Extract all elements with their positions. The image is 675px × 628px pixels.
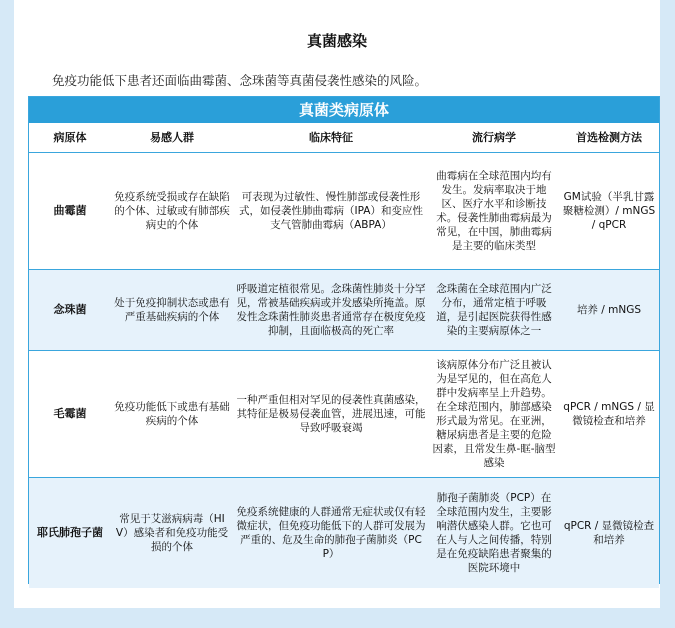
- cell-epidemiology: 该病原体分布广泛且被认为是罕见的，但在高危人群中发病率呈上升趋势。在全球范围内，肺部感染形式最为常见。在亚洲，糖尿病患者是主要的危险因素，且常发生鼻-眶-脑型感染: [429, 351, 559, 478]
- cell-detection: 培养 / mNGS: [559, 270, 659, 351]
- cell-detection: qPCR / mNGS / 显微镜检查和培养: [559, 351, 659, 478]
- cell-population: 处于免疫抑制状态或患有严重基础疾病的个体: [111, 270, 233, 351]
- cell-population: 免疫功能低下或患有基础疾病的个体: [111, 351, 233, 478]
- cell-detection: qPCR / 显微镜检查和培养: [559, 478, 659, 589]
- cell-epidemiology: 念珠菌在全球范围内广泛分布，通常定植于呼吸道，是引起医院获得性感染的主要病原体之一: [429, 270, 559, 351]
- cell-clinical: 呼吸道定植很常见。念珠菌性肺炎十分罕见，常被基础疾病或并发感染所掩盖。原发性念珠菌性肺炎患者通常存在极度免疫抑制，且面临极高的死亡率: [233, 270, 429, 351]
- header-clinical: 临床特征: [233, 123, 429, 153]
- cell-population: 常见于艾滋病病毒（HIV）感染者和免疫功能受损的个体: [111, 478, 233, 589]
- cell-population: 免疫系统受损或存在缺陷的个体、过敏或有肺部疾病史的个体: [111, 153, 233, 270]
- table-row: [29, 351, 659, 478]
- pathogen-table: [28, 96, 660, 584]
- table-row: [29, 153, 659, 270]
- cell-pathogen: 曲霉菌: [29, 153, 111, 270]
- section-heading: 真菌感染: [306, 32, 367, 50]
- table-header-row: [29, 123, 659, 153]
- header-epidemiology: 流行病学: [429, 123, 559, 153]
- cell-pathogen: 毛霉菌: [29, 351, 111, 478]
- table-row: [29, 478, 659, 589]
- header-population: 易感人群: [111, 123, 233, 153]
- cell-clinical: 可表现为过敏性、慢性肺部或侵袭性形式，如侵袭性肺曲霉病（IPA）和变应性支气管肺曲霉病（ABPA）: [233, 153, 429, 270]
- cell-pathogen: 耶氏肺孢子菌: [29, 478, 111, 589]
- table-row: [29, 270, 659, 351]
- table-grid: [29, 123, 659, 588]
- header-pathogen: 病原体: [29, 123, 111, 153]
- cell-clinical: 免疫系统健康的人群通常无症状或仅有轻微症状，但免疫功能低下的人群可发展为严重的、危及生命的肺孢子菌肺炎（PCP）: [233, 478, 429, 589]
- content-card: [14, 0, 660, 608]
- cell-epidemiology: 曲霉病在全球范围内均有发生。发病率取决于地区、医疗水平和诊断技术。侵袭性肺曲霉病最为常见，在中国，肺曲霉病是主要的临床类型: [429, 153, 559, 270]
- table-title: 真菌类病原体: [29, 97, 659, 123]
- cell-clinical: 一种严重但相对罕见的侵袭性真菌感染，其特征是极易侵袭血管，进展迅速，可能导致呼吸衰竭: [233, 351, 429, 478]
- cell-detection: GM试验（半乳甘露聚糖检测）/ mNGS / qPCR: [559, 153, 659, 270]
- cell-pathogen: 念珠菌: [29, 270, 111, 351]
- cell-epidemiology: 肺孢子菌肺炎（PCP）在全球范围内发生，主要影响潜伏感染人群。它也可在人与人之间传播，特别是在免疫缺陷患者聚集的医院环境中: [429, 478, 559, 589]
- header-detection: 首选检测方法: [559, 123, 659, 153]
- intro-text: 免疫功能低下患者还面临曲霉菌、念珠菌等真菌侵袭性感染的风险。: [52, 73, 428, 88]
